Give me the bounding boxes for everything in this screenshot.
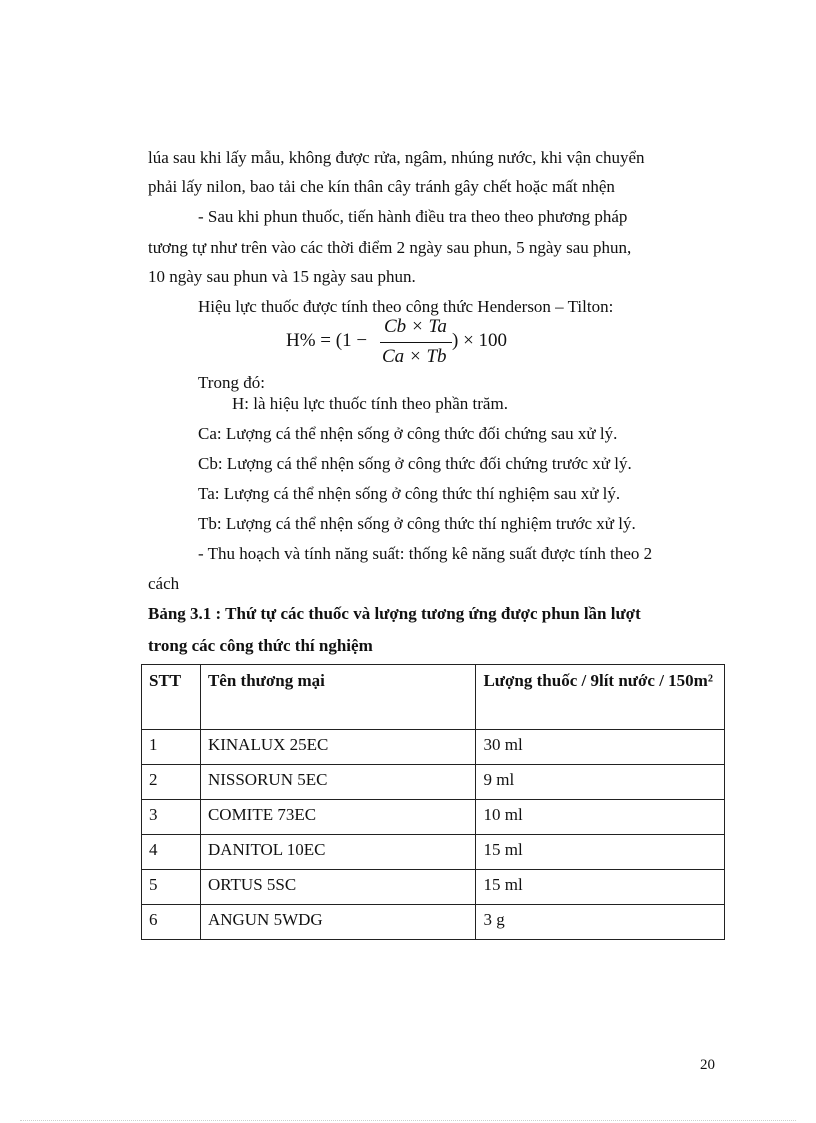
cell-stt: 1 [142,730,201,765]
formula-numerator: Cb × Ta [384,316,447,337]
cell-trade-name: KINALUX 25EC [200,730,476,765]
page-bottom-divider [20,1120,796,1121]
cell-trade-name: ANGUN 5WDG [200,905,476,940]
body-line-4: tương tự như trên vào các thời điểm 2 ngày sau phun, 5 ngày sau phun, [148,238,632,257]
legend-ta: Ta: Lượng cá thể nhện sống ở công thức thí nghiệm sau xử lý. [198,484,621,503]
harvest-line-1: - Thu hoạch và tính năng suất: thống kê năng suất được tính theo 2 [198,544,653,563]
cell-dosage: 30 ml [476,730,725,765]
cell-trade-name: DANITOL 10EC [200,835,476,870]
table-caption-line-1: Bảng 3.1 : Thứ tự các thuốc và lượng tương ứng được phun lần lượt [148,604,641,623]
header-trade-name: Tên thương mại [200,665,476,730]
cell-dosage: 9 ml [476,765,725,800]
legend-h: H: là hiệu lực thuốc tính theo phần trăm. [232,394,508,413]
table-row [142,730,725,765]
table-row [142,835,725,870]
header-stt: STT [142,665,201,730]
cell-dosage: 3 g [476,905,725,940]
legend-intro: Trong đó: [198,373,265,392]
body-line-2: phải lấy nilon, bao tải che kín thân cây tránh gây chết hoặc mất nhện [148,177,615,196]
cell-trade-name: ORTUS 5SC [200,870,476,905]
table-row [142,800,725,835]
cell-stt: 5 [142,870,201,905]
cell-dosage: 10 ml [476,800,725,835]
cell-stt: 3 [142,800,201,835]
harvest-line-2: cách [148,574,180,593]
formula-lhs: H% = (1 − [286,330,368,351]
body-line-6: Hiệu lực thuốc được tính theo công thức Henderson – Tilton: [198,297,614,316]
cell-trade-name: COMITE 73EC [200,800,476,835]
table-caption-line-2: trong các công thức thí nghiệm [148,636,373,655]
formula-denominator: Ca × Tb [382,346,447,367]
header-dosage: Lượng thuốc / 9lít nước / 150m² [476,665,725,730]
henderson-tilton-formula [286,316,526,372]
table-row [142,870,725,905]
body-line-3: - Sau khi phun thuốc, tiến hành điều tra theo theo phương pháp [198,207,628,226]
pesticide-table [141,664,725,940]
cell-stt: 4 [142,835,201,870]
legend-tb: Tb: Lượng cá thể nhện sống ở công thức thí nghiệm trước xử lý. [198,514,636,533]
cell-stt: 6 [142,905,201,940]
legend-cb: Cb: Lượng cá thể nhện sống ở công thức đối chứng trước xử lý. [198,454,632,473]
cell-stt: 2 [142,765,201,800]
legend-ca: Ca: Lượng cá thể nhện sống ở công thức đối chứng sau xử lý. [198,424,618,443]
table-row [142,905,725,940]
body-line-1: lúa sau khi lấy mẫu, không được rửa, ngâm, nhúng nước, khi vận chuyển [148,148,645,167]
cell-trade-name: NISSORUN 5EC [200,765,476,800]
formula-fraction-bar [380,342,452,343]
formula-rhs: ) × 100 [452,330,508,351]
body-line-5: 10 ngày sau phun và 15 ngày sau phun. [148,267,416,286]
cell-dosage: 15 ml [476,835,725,870]
table-row [142,765,725,800]
cell-dosage: 15 ml [476,870,725,905]
page-number: 20 [700,1057,715,1073]
table-header-row [142,665,725,730]
